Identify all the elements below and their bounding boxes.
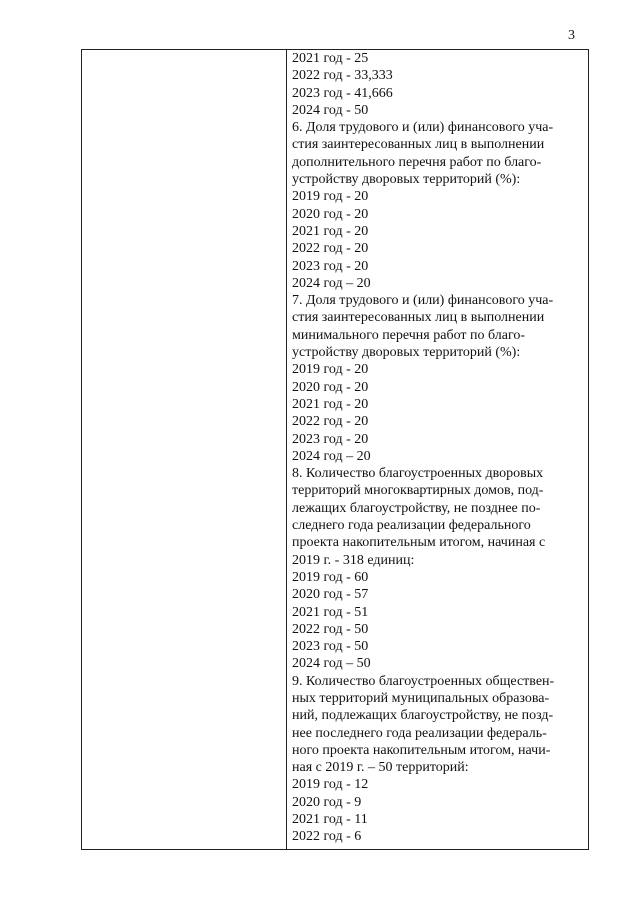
text-line: 2024 год – 50 (292, 656, 371, 672)
text-line: 2019 год - 20 (292, 362, 369, 378)
text-line: 2023 год - 20 (292, 258, 369, 274)
text-line: 2022 год - 20 (292, 414, 369, 430)
text-line: 2020 год - 57 (292, 587, 369, 603)
text-line: 2019 год - 60 (292, 569, 369, 585)
text-line: 2024 год – 20 (292, 448, 371, 464)
text-line: 6. Доля трудового и (или) финансового уча- (292, 120, 554, 136)
text-line: 2021 год - 25 (292, 51, 369, 66)
text-line: 2021 год - 20 (292, 223, 369, 239)
text-line: стия заинтересованных лиц в выполнении (292, 310, 545, 326)
text-line: 2019 год - 12 (292, 777, 369, 793)
text-line: ний, подлежащих благоустройству, не позд- (292, 708, 554, 724)
text-line: 2023 год - 50 (292, 639, 369, 655)
text-line: 2021 год - 20 (292, 396, 369, 412)
text-line: 2024 год – 20 (292, 275, 371, 291)
text-line: 2020 год - 9 (292, 794, 362, 810)
text-line: стия заинтересованных лиц в выполнении (292, 137, 545, 153)
text-line: нее последнего года реализации федераль- (292, 725, 547, 741)
text-line: 2020 год - 20 (292, 206, 369, 222)
text-line: 2024 год - 50 (292, 102, 369, 118)
document-table (81, 49, 589, 850)
text-line: лежащих благоустройству, не позднее по- (292, 500, 541, 516)
text-line: 2019 год - 20 (292, 189, 369, 205)
text-line: 2022 год - 50 (292, 621, 369, 637)
text-line: 2021 год - 11 (292, 812, 368, 828)
text-line: проекта накопительным итогом, начиная с (292, 535, 546, 551)
text-line: ная с 2019 г. – 50 территорий: (292, 760, 469, 776)
text-line: дополнительного перечня работ по благо- (292, 154, 542, 170)
page-number: 3 (568, 28, 575, 43)
text-line: следнего года реализации федерального (292, 518, 531, 534)
text-line: 9. Количество благоустроенных обществен- (292, 673, 555, 689)
column-divider (286, 50, 287, 849)
text-line: 2023 год - 41,666 (292, 85, 393, 101)
text-line: 2021 год - 51 (292, 604, 369, 620)
text-line: устройству дворовых территорий (%): (292, 345, 521, 361)
text-line: ных территорий муниципальных образова- (292, 690, 550, 706)
indicators-cell (292, 50, 588, 846)
text-line: 2020 год - 20 (292, 379, 369, 395)
text-line: территорий многоквартирных домов, под- (292, 483, 544, 499)
text-line: устройству дворовых территорий (%): (292, 172, 521, 188)
text-line: минимального перечня работ по благо- (292, 327, 526, 343)
text-line: 7. Доля трудового и (или) финансового уча- (292, 293, 554, 309)
text-line: ного проекта накопительным итогом, начи- (292, 742, 551, 758)
text-line: 2022 год - 33,333 (292, 68, 393, 84)
text-line: 2022 год - 6 (292, 829, 362, 845)
text-line: 2019 г. - 318 единиц: (292, 552, 415, 568)
text-line: 2023 год - 20 (292, 431, 369, 447)
text-line: 8. Количество благоустроенных дворовых (292, 466, 544, 482)
text-line: 2022 год - 20 (292, 241, 369, 257)
